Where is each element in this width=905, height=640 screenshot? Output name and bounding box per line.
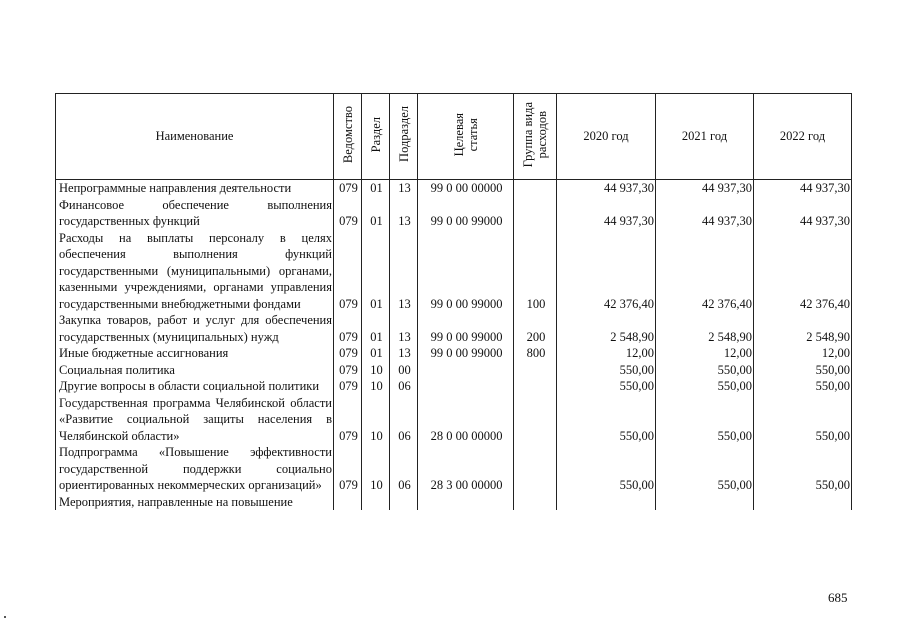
cell-target-article: 99 0 00 00000	[418, 180, 514, 197]
cell-2021: 550,00	[656, 395, 754, 445]
header-2021	[656, 94, 754, 180]
cell-2022	[754, 494, 852, 511]
table-row	[56, 197, 852, 230]
cell-vedomstvo: 079	[334, 345, 362, 362]
table-header-row	[56, 94, 852, 180]
cell-2020: 550,00	[557, 362, 656, 379]
cell-2022: 44 937,30	[754, 180, 852, 197]
cell-target-article: 99 0 00 99000	[418, 197, 514, 230]
cell-razdel	[362, 494, 390, 511]
cell-razdel: 01	[362, 345, 390, 362]
header-target-line2: статья	[465, 117, 480, 151]
cell-razdel: 10	[362, 444, 390, 494]
cell-vedomstvo: 079	[334, 395, 362, 445]
cell-2020: 550,00	[557, 395, 656, 445]
header-podrazdel-text: Подраздел	[396, 106, 411, 163]
cell-target-article: 28 0 00 00000	[418, 395, 514, 445]
table-row	[56, 230, 852, 313]
header-target-article-text	[452, 113, 480, 156]
cell-2021: 550,00	[656, 444, 754, 494]
header-razdel	[362, 94, 390, 180]
cell-2021: 550,00	[656, 378, 754, 395]
cell-vedomstvo: 079	[334, 444, 362, 494]
cell-razdel: 01	[362, 197, 390, 230]
table-row	[56, 395, 852, 445]
cell-2021: 44 937,30	[656, 180, 754, 197]
header-expense-group	[514, 94, 557, 180]
cell-name: Социальная политика	[56, 362, 334, 379]
cell-vedomstvo: 079	[334, 378, 362, 395]
cell-2022: 550,00	[754, 362, 852, 379]
cell-expense-group: 200	[514, 312, 557, 345]
header-target-article	[418, 94, 514, 180]
cell-name: Закупка товаров, работ и услуг для обеспечения государственных (муниципальных) нужд	[56, 312, 334, 345]
cell-target-article	[418, 378, 514, 395]
cell-2022: 12,00	[754, 345, 852, 362]
cell-razdel: 01	[362, 312, 390, 345]
cell-podrazdel: 13	[390, 312, 418, 345]
cell-target-article: 99 0 00 99000	[418, 230, 514, 313]
table-row	[56, 345, 852, 362]
cell-2020: 550,00	[557, 444, 656, 494]
header-group-line1: Группа вида	[521, 101, 535, 167]
cell-podrazdel: 13	[390, 197, 418, 230]
header-2020	[557, 94, 656, 180]
cell-razdel: 01	[362, 180, 390, 197]
cell-name: Другие вопросы в области социальной политики	[56, 378, 334, 395]
table-row	[56, 312, 852, 345]
cell-expense-group	[514, 362, 557, 379]
cell-expense-group	[514, 197, 557, 230]
cell-2021: 42 376,40	[656, 230, 754, 313]
cell-2022: 42 376,40	[754, 230, 852, 313]
cell-name: Подпрограмма «Повышение эффективности государственной поддержки социально ориентированных некоммерческих организаций»	[56, 444, 334, 494]
cell-2022: 550,00	[754, 444, 852, 494]
cell-razdel: 10	[362, 378, 390, 395]
cell-podrazdel: 00	[390, 362, 418, 379]
scan-speck	[4, 616, 6, 618]
cell-expense-group	[514, 395, 557, 445]
cell-vedomstvo: 079	[334, 230, 362, 313]
cell-vedomstvo	[334, 494, 362, 511]
table-row	[56, 362, 852, 379]
cell-2021: 2 548,90	[656, 312, 754, 345]
header-2022	[754, 94, 852, 180]
cell-2020	[557, 494, 656, 511]
cell-2020: 44 937,30	[557, 197, 656, 230]
cell-vedomstvo: 079	[334, 180, 362, 197]
cell-2022: 2 548,90	[754, 312, 852, 345]
cell-2021	[656, 494, 754, 511]
cell-target-article	[418, 362, 514, 379]
cell-podrazdel: 06	[390, 444, 418, 494]
cell-2020: 44 937,30	[557, 180, 656, 197]
header-2020-text: 2020 год	[583, 129, 629, 144]
cell-expense-group: 800	[514, 345, 557, 362]
cell-name: Финансовое обеспечение выполнения государственных функций	[56, 197, 334, 230]
cell-2020: 2 548,90	[557, 312, 656, 345]
cell-name: Государственная программа Челябинской области «Развитие социальной защиты населения в Челябинской области»	[56, 395, 334, 445]
page-number: 685	[828, 590, 848, 605]
cell-2020: 12,00	[557, 345, 656, 362]
cell-podrazdel	[390, 494, 418, 511]
header-vedomstvo-text: Ведомство	[340, 105, 355, 163]
cell-name: Иные бюджетные ассигнования	[56, 345, 334, 362]
cell-2022: 44 937,30	[754, 197, 852, 230]
cell-vedomstvo: 079	[334, 197, 362, 230]
cell-razdel: 01	[362, 230, 390, 313]
cell-podrazdel: 06	[390, 395, 418, 445]
cell-expense-group	[514, 494, 557, 511]
header-vedomstvo	[334, 94, 362, 180]
header-name-text: Наименование	[155, 129, 234, 144]
cell-expense-group	[514, 378, 557, 395]
header-podrazdel	[390, 94, 418, 180]
cell-2022: 550,00	[754, 378, 852, 395]
header-razdel-text: Раздел	[368, 116, 383, 152]
table-row	[56, 378, 852, 395]
cell-expense-group	[514, 180, 557, 197]
cell-name: Расходы на выплаты персоналу в целях обеспечения выполнения функций государственными (муниципальными) органами, казенными учреждениями, органами управления государственными внебюджетными фондами	[56, 230, 334, 313]
header-name	[56, 94, 334, 180]
cell-name: Мероприятия, направленные на повышение	[56, 494, 334, 511]
cell-2020: 42 376,40	[557, 230, 656, 313]
header-group-line2: расходов	[535, 110, 549, 158]
cell-2020: 550,00	[557, 378, 656, 395]
cell-target-article: 99 0 00 99000	[418, 312, 514, 345]
cell-target-article: 99 0 00 99000	[418, 345, 514, 362]
cell-2022: 550,00	[754, 395, 852, 445]
cell-razdel: 10	[362, 395, 390, 445]
cell-vedomstvo: 079	[334, 362, 362, 379]
cell-name: Непрограммные направления деятельности	[56, 180, 334, 197]
cell-podrazdel: 13	[390, 345, 418, 362]
cell-target-article	[418, 494, 514, 511]
cell-2021: 550,00	[656, 362, 754, 379]
cell-podrazdel: 13	[390, 230, 418, 313]
header-expense-group-text	[521, 102, 549, 167]
header-2022-text: 2022 год	[779, 129, 826, 144]
table-row	[56, 494, 852, 511]
cell-podrazdel: 06	[390, 378, 418, 395]
cell-target-article: 28 3 00 00000	[418, 444, 514, 494]
cell-2021: 12,00	[656, 345, 754, 362]
cell-expense-group	[514, 444, 557, 494]
table-row	[56, 180, 852, 197]
cell-podrazdel: 13	[390, 180, 418, 197]
cell-2021: 44 937,30	[656, 197, 754, 230]
header-2021-text: 2021 год	[681, 129, 728, 144]
cell-vedomstvo: 079	[334, 312, 362, 345]
cell-razdel: 10	[362, 362, 390, 379]
header-target-line1: Целевая	[451, 112, 466, 156]
cell-expense-group: 100	[514, 230, 557, 313]
table-row	[56, 444, 852, 494]
budget-table	[55, 93, 852, 510]
